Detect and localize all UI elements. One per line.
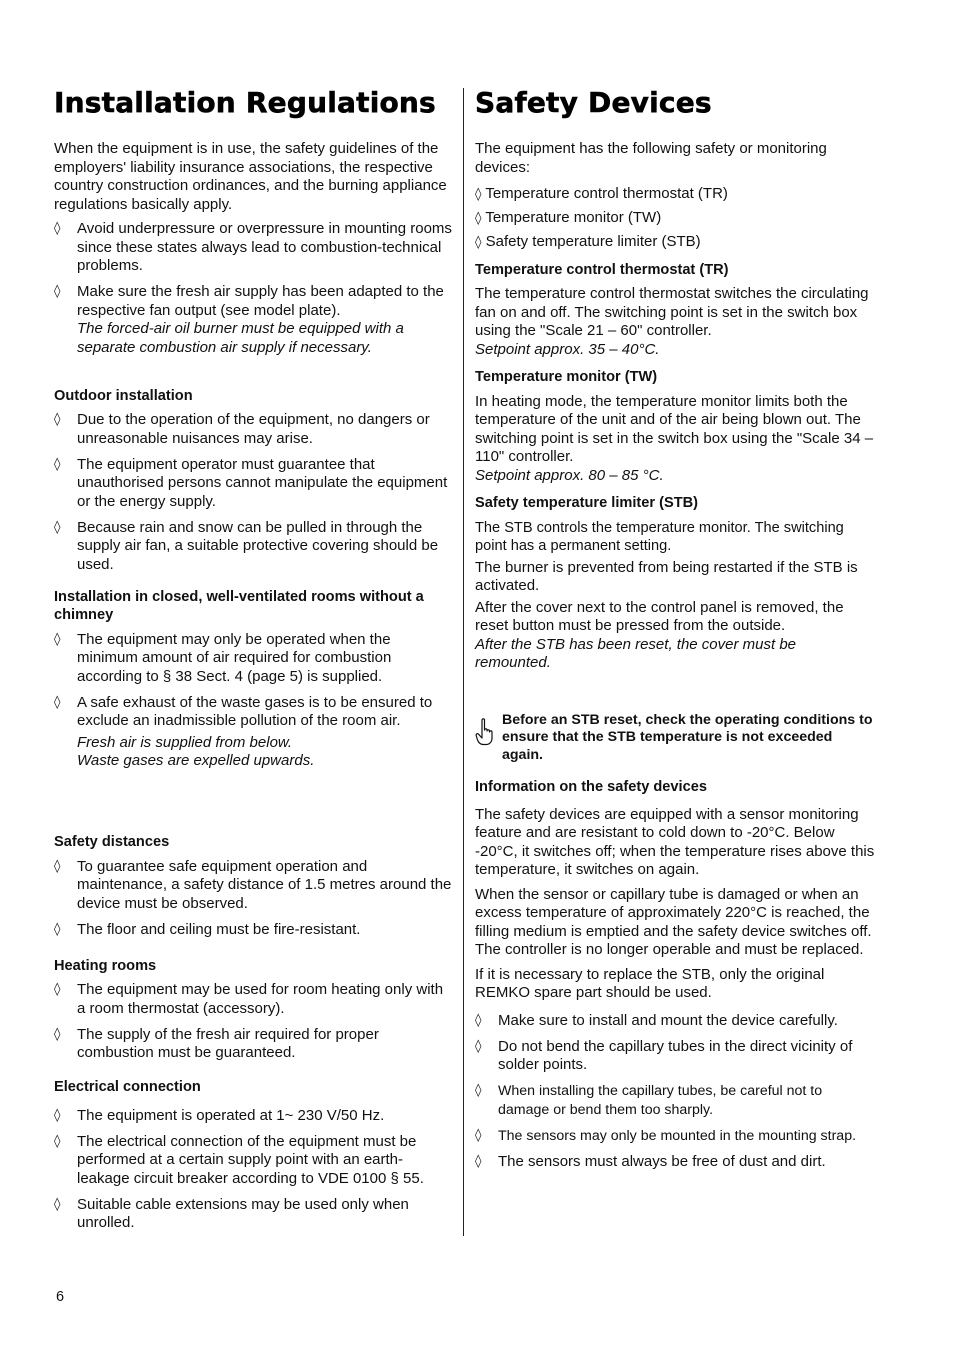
info-heading: Information on the safety devices xyxy=(475,779,707,795)
diamond-bullet-icon: ◊ xyxy=(475,1083,482,1098)
heating-rooms-list xyxy=(54,981,452,1063)
list-item: ◊ The equipment may be used for room heating only with a room thermostat (accessory). xyxy=(54,981,444,1017)
diamond-bullet-icon: ◊ xyxy=(54,921,61,937)
list-item: ◊ Temperature monitor (TW) xyxy=(475,209,662,226)
diamond-bullet-icon: ◊ xyxy=(475,1012,482,1028)
tr-setpoint: Setpoint approx. 35 – 40°C. xyxy=(475,340,660,358)
list-item: ◊ Do not bend the capillary tubes in the direct vicinity of solder points. xyxy=(475,1037,853,1073)
stb-heading: Safety temperature limiter (STB) xyxy=(475,495,699,511)
info-list xyxy=(475,1012,875,1172)
tr-heading: Temperature control thermostat (TR) xyxy=(475,261,729,278)
list-item: ◊ To guarantee safe equipment operation and maintenance, a safety distance of 1.5 metres around the device must be observed. xyxy=(54,857,452,912)
list-item: ◊ The floor and ceiling must be fire-resistant. xyxy=(54,920,361,938)
diamond-bullet-icon: ◊ xyxy=(475,235,482,250)
tw-heading: Temperature monitor (TW) xyxy=(475,369,658,385)
stb-note: After the STB has been reset, the cover must be remounted. xyxy=(475,635,796,671)
safety-distances-heading: Safety distances xyxy=(54,834,170,850)
diamond-bullet-icon: ◊ xyxy=(54,858,61,874)
diamond-bullet-icon: ◊ xyxy=(54,1107,61,1123)
stb-text-1: The STB controls the temperature monitor. The switching point has a permanent setting. xyxy=(475,519,844,554)
fresh-air-note: Fresh air is supplied from below. xyxy=(77,733,293,751)
list-item: ◊ Due to the operation of the equipment, no dangers or unreasonable nuisances may arise. xyxy=(54,411,430,447)
closed-rooms-list xyxy=(54,631,452,771)
diamond-bullet-icon: ◊ xyxy=(54,456,61,472)
stb-reset-warning xyxy=(475,712,875,765)
diamond-bullet-icon: ◊ xyxy=(54,412,61,427)
tw-text: In heating mode, the temperature monitor limits both the temperature of the unit and of the air being blown out. The switching point is set in the switch box using the "Scale 34 – 110" controller. xyxy=(475,392,874,465)
diamond-bullet-icon: ◊ xyxy=(54,1196,61,1212)
electrical-heading: Electrical connection xyxy=(54,1079,201,1095)
info-text-3: If it is necessary to replace the STB, only the original REMKO spare part should be used. xyxy=(475,965,825,1001)
diamond-bullet-icon: ◊ xyxy=(475,187,482,202)
list-item: ◊ The sensors may only be mounted in the mounting strap. xyxy=(475,1127,857,1144)
diamond-bullet-icon: ◊ xyxy=(54,1133,61,1149)
safety-devices-column xyxy=(475,85,875,1179)
installation-regulations-column xyxy=(54,85,452,1240)
intro-paragraph: When the equipment is in use, the safety guidelines of the employers' liability insurance associations, the respective country construction ordinances, and the burning appliance regulations basically apply. xyxy=(54,140,447,213)
general-list xyxy=(54,220,452,357)
list-item: ◊ The supply of the fresh air required for proper combustion must be guaranteed. xyxy=(54,1025,379,1061)
list-item: ◊ Avoid underpressure or overpressure in mounting rooms since these states always lead to combustion-technical problems. xyxy=(54,220,452,274)
list-item: ◊ A safe exhaust of the waste gases is to be ensured to exclude an inadmissible pollution of the room air. Fresh air is supplied from below. Waste gases are expelled upwards. xyxy=(54,693,433,769)
warning-text: Before an STB reset, check the operating conditions to ensure that the STB temperature is not exceeded again. xyxy=(502,711,873,763)
devices-list xyxy=(475,185,875,253)
list-item: ◊ The equipment operator must guarantee that unauthorised persons cannot manipulate the equipment or the energy supply. xyxy=(54,455,448,510)
stb-text-3: After the cover next to the control panel is removed, the reset button must be pressed from the outside. xyxy=(475,598,844,634)
diamond-bullet-icon: ◊ xyxy=(475,1127,482,1143)
diamond-bullet-icon: ◊ xyxy=(475,1153,482,1169)
installation-regulations-title: Installation Regulations xyxy=(54,86,436,119)
diamond-bullet-icon: ◊ xyxy=(475,211,482,226)
list-item: ◊ The electrical connection of the equipment must be performed at a certain supply point with an earth-leakage circuit breaker according to VDE 0100 § 55. xyxy=(54,1132,424,1187)
diamond-bullet-icon: ◊ xyxy=(54,694,61,710)
list-item: ◊ When installing the capillary tubes, be careful not to damage or bend them too sharply. xyxy=(475,1083,823,1118)
devices-intro: The equipment has the following safety or monitoring devices: xyxy=(475,140,827,176)
closed-rooms-heading: Installation in closed, well-ventilated rooms without a chimney xyxy=(54,588,424,623)
list-item: ◊ The equipment may only be operated when the minimum amount of air required for combustion according to § 38 Sect. 4 (page 5) is supplied. xyxy=(54,630,392,685)
diamond-bullet-icon: ◊ xyxy=(54,1026,61,1042)
list-item: ◊ The equipment is operated at 1~ 230 V/50 Hz. xyxy=(54,1106,385,1124)
pointing-hand-icon xyxy=(475,712,502,751)
tr-text: The temperature control thermostat switches the circulating fan on and off. The switching point is set in the switch box using the "Scale 21 – 60" controller. xyxy=(475,285,869,339)
diamond-bullet-icon: ◊ xyxy=(54,631,61,647)
stb-text-2: The burner is prevented from being restarted if the STB is activated. xyxy=(475,558,858,594)
waste-gas-note: Waste gases are expelled upwards. xyxy=(77,752,315,769)
burner-note: The forced-air oil burner must be equipped with a separate combustion air supply if necessary. xyxy=(77,320,404,356)
page-number: 6 xyxy=(56,1289,65,1305)
diamond-bullet-icon: ◊ xyxy=(475,1038,482,1054)
tw-setpoint: Setpoint approx. 80 – 85 °C. xyxy=(475,466,664,484)
info-text-1: The safety devices are equipped with a sensor monitoring feature and are resistant to cold down to -20°C. Below -20°C, it switches off; when the temperature rises above this temperature, it switches on again. xyxy=(475,805,875,878)
safety-distances-list xyxy=(54,858,452,940)
list-item: ◊ Suitable cable extensions may be used only when unrolled. xyxy=(54,1195,409,1231)
diamond-bullet-icon: ◊ xyxy=(54,221,61,236)
list-item: ◊ Safety temperature limiter (STB) xyxy=(475,233,701,250)
diamond-bullet-icon: ◊ xyxy=(54,519,61,535)
column-divider xyxy=(463,88,464,1236)
outdoor-list xyxy=(54,411,452,574)
list-item: ◊ Because rain and snow can be pulled in through the supply air fan, a suitable protective covering should be used. xyxy=(54,518,439,573)
heating-rooms-heading: Heating rooms xyxy=(54,957,157,974)
diamond-bullet-icon: ◊ xyxy=(54,284,61,299)
electrical-list xyxy=(54,1107,452,1233)
outdoor-heading: Outdoor installation xyxy=(54,387,193,404)
list-item: ◊ Make sure to install and mount the device carefully. xyxy=(475,1011,838,1029)
list-item: ◊ Make sure the fresh air supply has been adapted to the respective fan output (see model plate). The forced-air oil burner must be equipped with a separate combustion air supply if necessary. xyxy=(54,283,444,356)
diamond-bullet-icon: ◊ xyxy=(54,982,61,997)
safety-devices-title: Safety Devices xyxy=(475,86,712,119)
list-item: ◊ The sensors must always be free of dust and dirt. xyxy=(475,1152,826,1170)
info-text-2: When the sensor or capillary tube is damaged or when an excess temperature of approximately 220°C is reached, the filling medium is emptied and the safety device switches off. The controller is no longer operable and must be replaced. xyxy=(475,885,872,958)
list-item: ◊ Temperature control thermostat (TR) xyxy=(475,185,728,202)
